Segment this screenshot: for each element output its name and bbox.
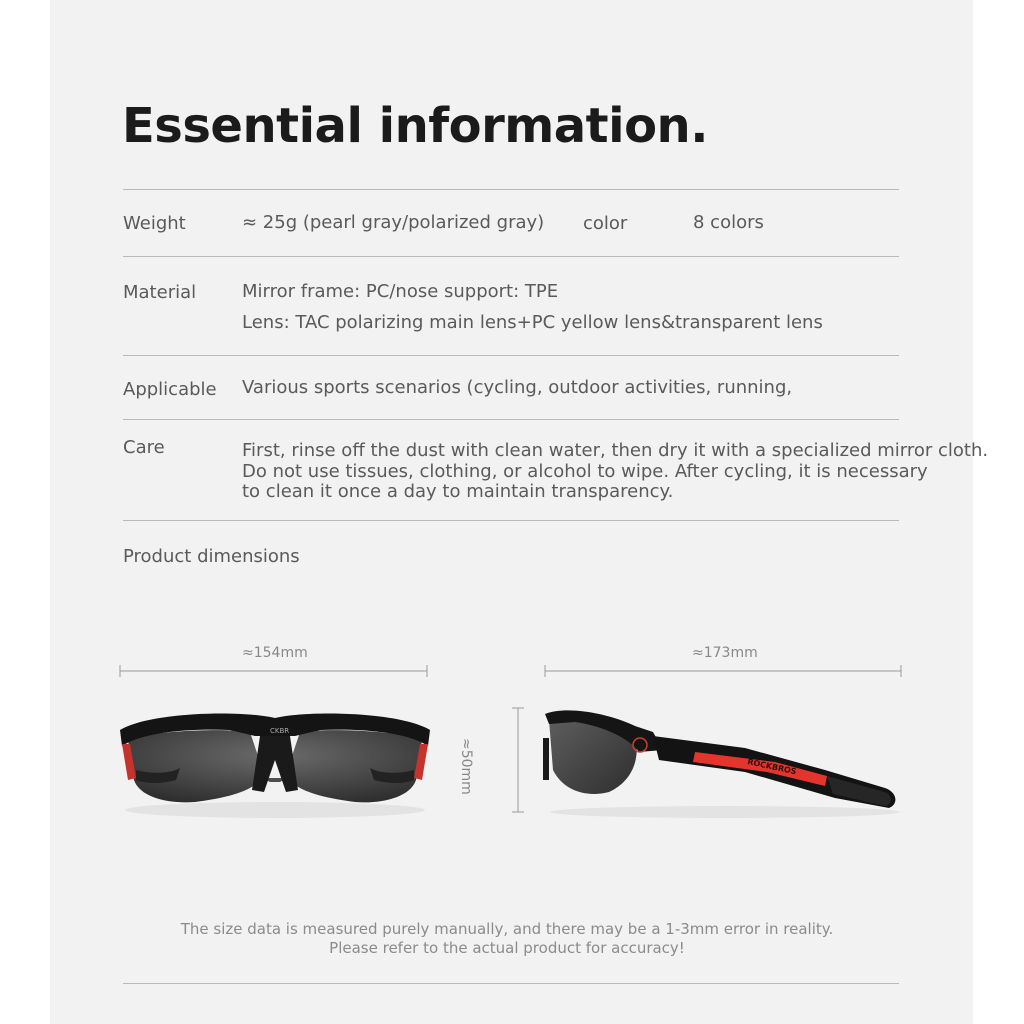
- nose-pad: [543, 738, 549, 780]
- brand-logo-text: CKBR: [270, 727, 290, 735]
- height-label: ≈50mm: [458, 738, 474, 795]
- disclaimer-line-2: Please refer to the actual product for accuracy!: [329, 938, 685, 957]
- page-title: Essential information.: [122, 98, 708, 154]
- material-frame-text: Mirror frame: PC/nose support: TPE: [242, 281, 559, 302]
- side-length-label: ≈173mm: [692, 645, 758, 661]
- temple-brand-text: ROCKBROS: [746, 757, 798, 777]
- glasses-front-image: [110, 700, 440, 825]
- weight-label: Weight: [123, 213, 186, 234]
- applicable-label: Applicable: [123, 379, 217, 400]
- front-width-label: ≈154mm: [242, 645, 308, 661]
- divider: [123, 983, 899, 984]
- material-lens-text: Lens: TAC polarizing main lens+PC yellow lens&transparent lens: [242, 312, 823, 333]
- shadow: [550, 806, 900, 818]
- color-value: 8 colors: [693, 212, 764, 233]
- disclaimer-note: [150, 920, 864, 957]
- care-label: Care: [123, 437, 165, 458]
- shadow: [125, 802, 425, 818]
- material-label: Material: [123, 282, 197, 303]
- care-line-1: First, rinse off the dust with clean water, then dry it with a specialized mirror cloth.: [242, 440, 989, 461]
- product-dimensions-label: Product dimensions: [123, 546, 300, 567]
- care-line-2: Do not use tissues, clothing, or alcohol to wipe. After cycling, it is necessary: [242, 460, 928, 482]
- applicable-value: Various sports scenarios (cycling, outdoor activities, running,: [242, 377, 793, 398]
- nose-pad: [252, 736, 298, 792]
- disclaimer-line-1: The size data is measured purely manually, and there may be a 1-3mm error in reality.: [180, 920, 834, 938]
- glasses-side-image: [535, 700, 910, 825]
- weight-value: ≈ 25g (pearl gray/polarized gray): [242, 212, 545, 233]
- color-label: color: [583, 213, 628, 234]
- care-line-3: to clean it once a day to maintain transparency.: [242, 481, 674, 502]
